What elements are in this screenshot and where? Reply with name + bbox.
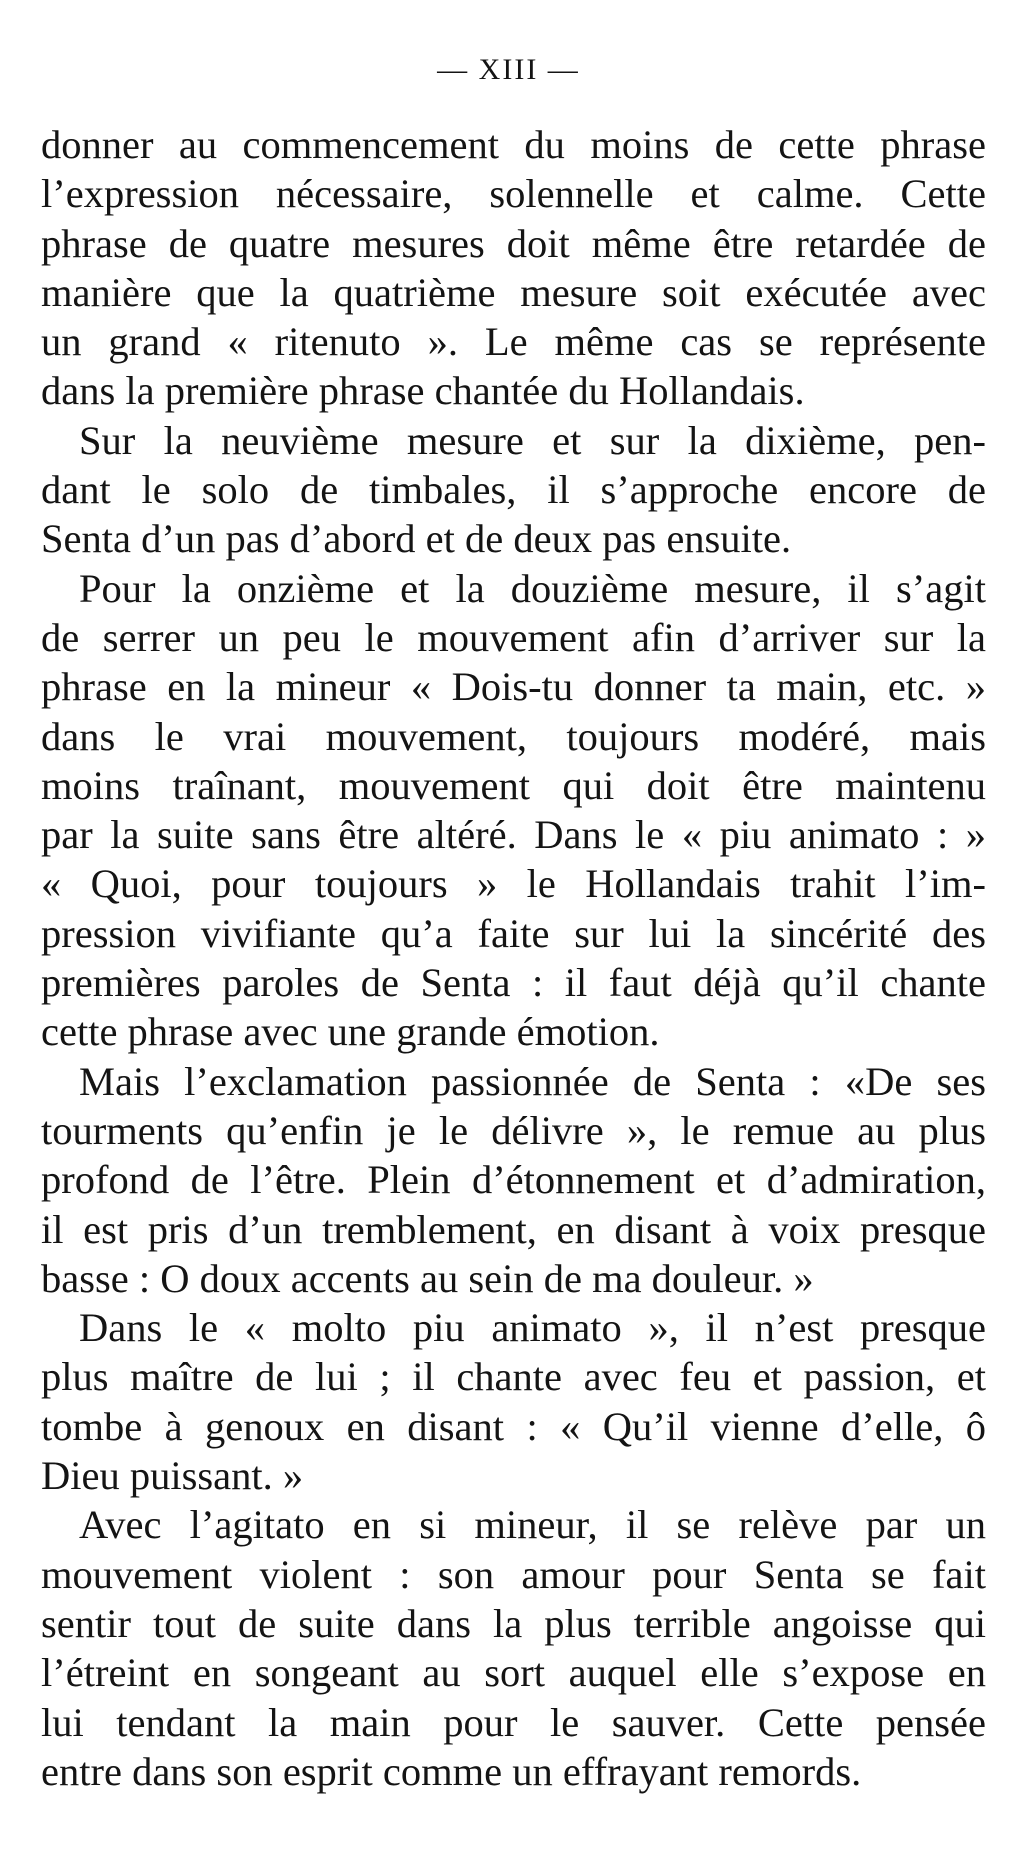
text-line: premières paroles de Senta : il faut déjà qu’il chante [41, 960, 986, 1006]
text-line: de serrer un peu le mouvement afin d’arriver sur la [41, 614, 986, 660]
text-line: un grand « ritenuto ». Le même cas se représente [41, 319, 986, 365]
text-line: Avec l’agitato en si mineur, il se relève par un [79, 1502, 986, 1548]
text-line: par la suite sans être altéré. Dans le « piu animato : » [41, 812, 986, 858]
text-line: Sur la neuvième mesure et sur la dixième, pen- [79, 417, 986, 463]
text-line: entre dans son esprit comme un effrayant remords. [41, 1748, 862, 1794]
text-line: l’étreint en songeant au sort auquel elle s’expose en [41, 1650, 986, 1696]
text-line: il est pris d’un tremblement, en disant à voix presque [41, 1206, 986, 1252]
text-line: « Quoi, pour toujours » le Hollandais trahit l’im- [41, 861, 986, 907]
text-line: donner au commencement du moins de cette phrase [41, 122, 986, 167]
text-line: Pour la onzième et la douzième mesure, il s’agit [79, 565, 986, 611]
page-number-header: — XIII — [437, 53, 580, 86]
text-line: tombe à genoux en disant : « Qu’il vienne d’elle, ô [41, 1403, 986, 1449]
text-line: Mais l’exclamation passionnée de Senta : «De ses [79, 1058, 986, 1104]
text-line: dans la première phrase chantée du Hollandais. [41, 368, 805, 414]
text-line: dant le solo de timbales, il s’approche encore de [41, 467, 986, 513]
text-line: pression vivifiante qu’a faite sur lui la sincérité des [41, 910, 986, 956]
text-line: Senta d’un pas d’abord et de deux pas ensuite. [41, 516, 792, 562]
text-line: profond de l’être. Plein d’étonnement et d’admiration, [41, 1157, 986, 1203]
text-line: basse : O doux accents au sein de ma douleur. » [41, 1255, 814, 1301]
text-line: lui tendant la main pour le sauver. Cette pensée [41, 1699, 986, 1745]
text-line: manière que la quatrième mesure soit exécutée avec [41, 269, 986, 315]
text-line: phrase en la mineur « Dois-tu donner ta main, etc. » [41, 664, 986, 710]
text-line: Dieu puissant. » [41, 1453, 304, 1499]
text-line: dans le vrai mouvement, toujours modéré, mais [41, 713, 986, 759]
text-line: plus maître de lui ; il chante avec feu et passion, et [41, 1354, 986, 1400]
text-line: Dans le « molto piu animato », il n’est presque [79, 1305, 986, 1351]
text-line: phrase de quatre mesures doit même être retardée de [41, 220, 986, 266]
text-line: l’expression nécessaire, solennelle et calme. Cette [41, 171, 986, 217]
text-line: cette phrase avec une grande émotion. [41, 1009, 660, 1055]
body-text [41, 120, 986, 1796]
text-line: moins traînant, mouvement qui doit être maintenu [41, 762, 986, 808]
text-line: sentir tout de suite dans la plus terrible angoisse qui [41, 1600, 986, 1646]
text-line: tourments qu’enfin je le délivre », le remue au plus [41, 1107, 986, 1153]
text-line: mouvement violent : son amour pour Senta se fait [41, 1551, 986, 1597]
